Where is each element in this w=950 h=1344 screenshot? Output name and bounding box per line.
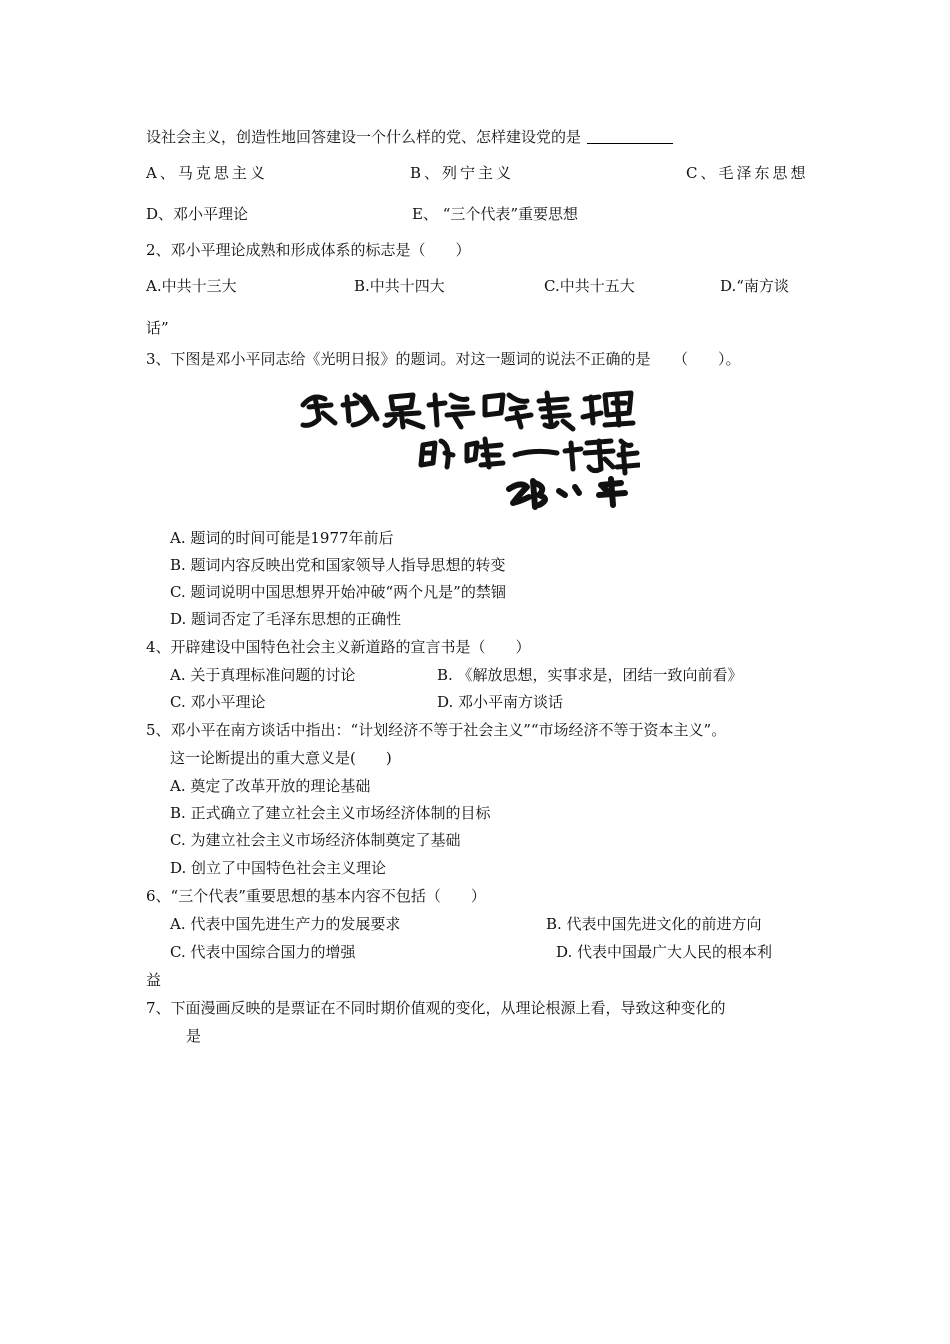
q2-option-a: A.中共十三大 [146, 277, 237, 295]
q5-stem-cont: 这一论断提出的重大意义是( ) [170, 749, 392, 767]
q5-option-a: A. 奠定了改革开放的理论基础 [170, 777, 371, 795]
q3-stem: 3、下图是邓小平同志给《光明日报》的题词。对这一题词的说法不正确的是 （ ）。 [146, 350, 741, 368]
q6-stem: 6、“三个代表”重要思想的基本内容不包括（ ） [146, 887, 486, 905]
q4-option-d: D. 邓小平南方谈话 [437, 693, 564, 711]
q1-option-a: A、马克思主义 [146, 164, 268, 182]
calligraphy-inscription-image [295, 383, 640, 513]
q2-stem: 2、邓小平理论成熟和形成体系的标志是（ ） [146, 241, 471, 259]
q2-option-d-cont: 话” [146, 319, 169, 337]
q6-option-c: C. 代表中国综合国力的增强 [170, 943, 356, 961]
q4-option-a: A. 关于真理标准问题的讨论 [170, 666, 356, 684]
q5-option-b: B. 正式确立了建立社会主义市场经济体制的目标 [170, 804, 491, 822]
q1-option-e: E、 “三个代表”重要思想 [412, 205, 579, 223]
q1-stem [146, 127, 673, 147]
q3-option-b: B. 题词内容反映出党和国家领导人指导思想的转变 [170, 556, 506, 574]
q4-option-b: B. 《解放思想，实事求是，团结一致向前看》 [437, 666, 743, 684]
q5-option-d: D. 创立了中国特色社会主义理论 [170, 859, 387, 877]
q6-option-a: A. 代表中国先进生产力的发展要求 [170, 915, 401, 933]
q5-stem: 5、邓小平在南方谈话中指出：“计划经济不等于社会主义”“市场经济不等于资本主义”。 [146, 721, 727, 739]
answer-blank [587, 129, 673, 144]
q2-option-c: C.中共十五大 [544, 277, 635, 295]
q7-stem-cont: 是 [186, 1027, 202, 1045]
q1-option-b: B、列宁主义 [410, 164, 515, 182]
q6-option-b: B. 代表中国先进文化的前进方向 [546, 915, 762, 933]
q6-option-d-cont: 益 [146, 971, 162, 989]
q7-stem: 7、下面漫画反映的是票证在不同时期价值观的变化，从理论根源上看，导致这种变化的 [146, 999, 726, 1017]
q6-option-d: D. 代表中国最广大人民的根本利 [556, 943, 773, 961]
q2-option-b: B.中共十四大 [354, 277, 445, 295]
q4-stem: 4、开辟建设中国特色社会主义新道路的宣言书是（ ） [146, 638, 531, 656]
q5-option-c: C. 为建立社会主义市场经济体制奠定了基础 [170, 831, 461, 849]
q1-option-d: D、邓小平理论 [146, 205, 249, 223]
calligraphy-svg [295, 383, 640, 513]
q1-option-c: C、毛泽东思想 [686, 164, 809, 182]
q1-stem-text: 设社会主义，创造性地回答建设一个什么样的党、怎样建设党的是 [146, 128, 582, 146]
q4-option-c: C. 邓小平理论 [170, 693, 266, 711]
q3-option-a: A. 题词的时间可能是1977年前后 [170, 529, 394, 547]
q3-option-d: D. 题词否定了毛泽东思想的正确性 [170, 610, 402, 628]
q2-option-d: D.“南方谈 [720, 277, 789, 295]
q3-option-c: C. 题词说明中国思想界开始冲破“两个凡是”的禁锢 [170, 583, 506, 601]
